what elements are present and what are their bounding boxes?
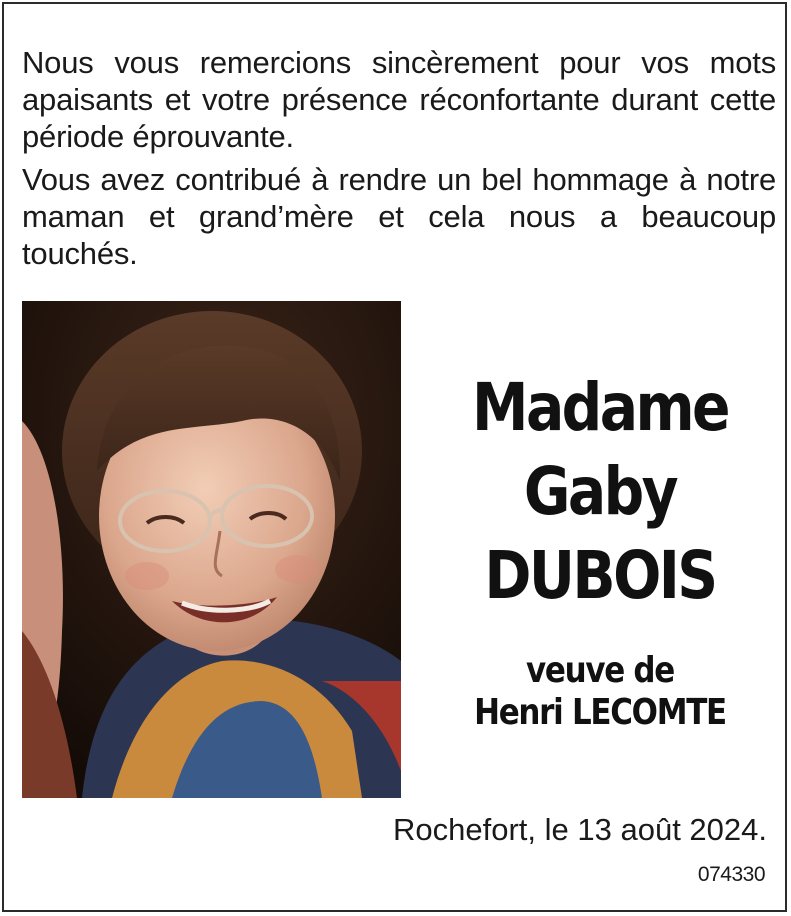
deceased-name	[424, 366, 776, 618]
thank-you-text	[22, 44, 776, 278]
name-first: Gaby	[523, 453, 677, 530]
thank-you-paragraph: Nous vous remercions sincèrement pour vos mots apaisants et votre présence réconfortante durant cette période éprouvante.	[22, 45, 776, 154]
name-title: Madame	[472, 369, 728, 446]
name-last: DUBOIS	[484, 537, 716, 614]
place-date: Rochefort, le 13 août 2024.	[393, 812, 767, 847]
widow-of	[424, 650, 776, 734]
portrait-photo	[22, 301, 401, 798]
spouse-name: Henri LECOMTE	[474, 692, 726, 733]
thank-you-paragraph: Vous avez contribué à rendre un bel hommage à notre maman et grand’mère et cela nous a beaucoup touchés.	[22, 162, 776, 271]
reference-number: 074330	[697, 863, 765, 886]
notice-frame	[2, 2, 787, 912]
widow-label: veuve de	[525, 650, 675, 691]
